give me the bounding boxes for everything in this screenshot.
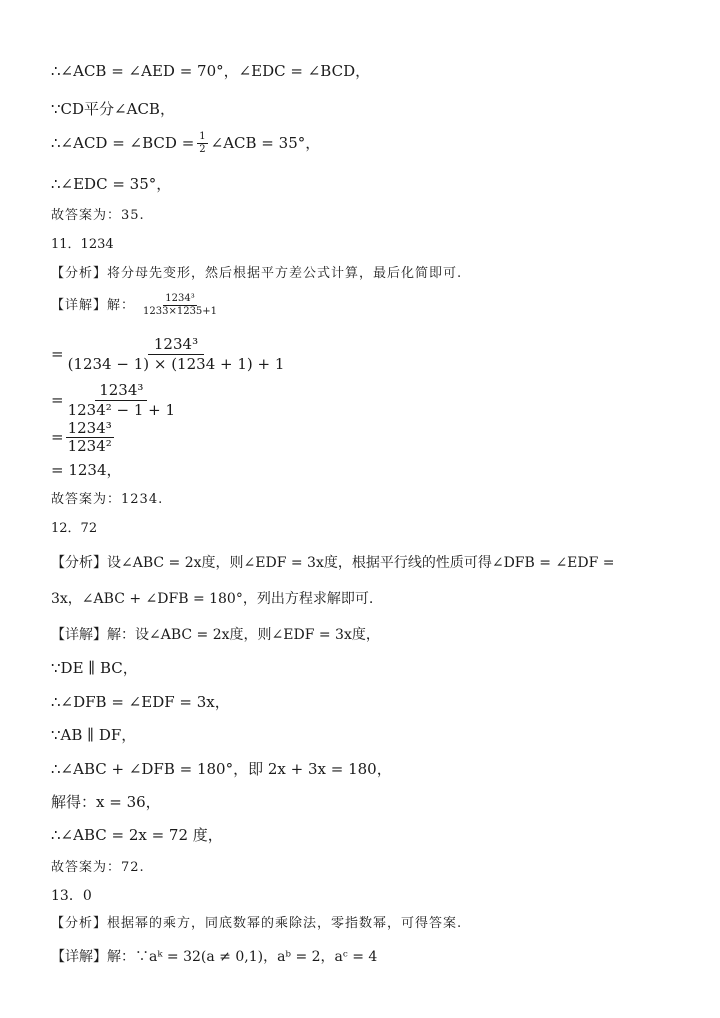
q12-step-6: ∴∠ABC = 2x = 72 度， [51, 826, 223, 844]
q11-f0-numerator: 1234³ [165, 293, 195, 304]
q12-step-1: ∵DE ∥ BC， [51, 659, 138, 677]
q12-step-5: 解得：x = 36， [51, 793, 161, 811]
q11-f1-denominator: (1234 − 1) × (1234 + 1) + 1 [67, 355, 285, 373]
q12-step-3: ∵AB ∥ DF， [51, 726, 137, 744]
q11-f3-numerator: 1234³ [67, 419, 112, 437]
q11-f0-denominator: 1233×1235+1 [143, 306, 218, 317]
half-denominator: 2 [199, 144, 206, 155]
line-acb-aed: ∴∠ACB = ∠AED = 70°，∠EDC = ∠BCD， [51, 62, 371, 80]
q13-detail: 【详解】解：∵aᵏ = 32(a ≠ 0,1)，aᵇ = 2，aᶜ = 4 [51, 949, 378, 965]
q11-f3-denominator: 1234² [67, 437, 112, 455]
q12-step-2: ∴∠DFB = ∠EDF = 3x， [51, 693, 230, 711]
q11-f2-denominator: 1234² − 1 + 1 [67, 401, 176, 419]
q12-detail: 【详解】解：设∠ABC = 2x度，则∠EDF = 3x度， [51, 627, 380, 643]
q11-fraction-3 [66, 421, 114, 454]
q11-step-2-eq: = [51, 391, 64, 409]
q11-detail-label: 【详解】解： [51, 298, 136, 313]
q11-step-1 [51, 337, 286, 372]
q11-step-3-eq: = [51, 428, 64, 446]
q11-result: = 1234， [51, 461, 122, 479]
q12-heading: 12．72 [51, 521, 98, 536]
q12-answer: 故答案为：72. [51, 860, 145, 875]
q12-step-4: ∴∠ABC + ∠DFB = 180°，即 2x + 3x = 180， [51, 760, 392, 778]
q13-heading: 13．0 [51, 888, 92, 904]
q11-fraction-1 [66, 337, 287, 372]
q11-f1-numerator: 1234³ [148, 337, 204, 355]
line-acd-bcd-right: ∠ACB = 35°， [210, 134, 321, 152]
line-cd-bisects: ∵CD平分∠ACB， [51, 100, 175, 118]
q11-step-1-eq: = [51, 345, 64, 363]
q11-step-2 [51, 383, 177, 418]
q11-fraction-0 [141, 294, 219, 317]
q13-analysis: 【分析】根据幂的乘方，同底数幂的乘除法，零指数幂，可得答案. [51, 916, 463, 931]
answer-35: 故答案为：35. [51, 208, 145, 223]
line-acd-bcd-left: ∴∠ACD = ∠BCD = [51, 134, 195, 152]
q12-analysis-line-2: 3x，∠ABC + ∠DFB = 180°，列出方程求解即可. [51, 591, 374, 607]
q11-answer: 故答案为：1234. [51, 492, 164, 507]
line-edc-35: ∴∠EDC = 35°， [51, 175, 172, 193]
q11-f2-numerator: 1234³ [95, 383, 147, 401]
q12-analysis-line-1: 【分析】设∠ABC = 2x度，则∠EDF = 3x度，根据平行线的性质可得∠DFB = ∠EDF = [51, 555, 615, 571]
half-fraction [197, 132, 207, 155]
q11-fraction-2 [66, 383, 177, 418]
q11-detail-line [51, 294, 219, 317]
line-acd-bcd [51, 132, 320, 155]
half-numerator: 1 [199, 131, 206, 142]
q11-step-3 [51, 421, 114, 454]
q11-heading: 11．1234 [51, 237, 114, 252]
q11-analysis: 【分析】将分母先变形，然后根据平方差公式计算，最后化简即可. [51, 266, 463, 281]
